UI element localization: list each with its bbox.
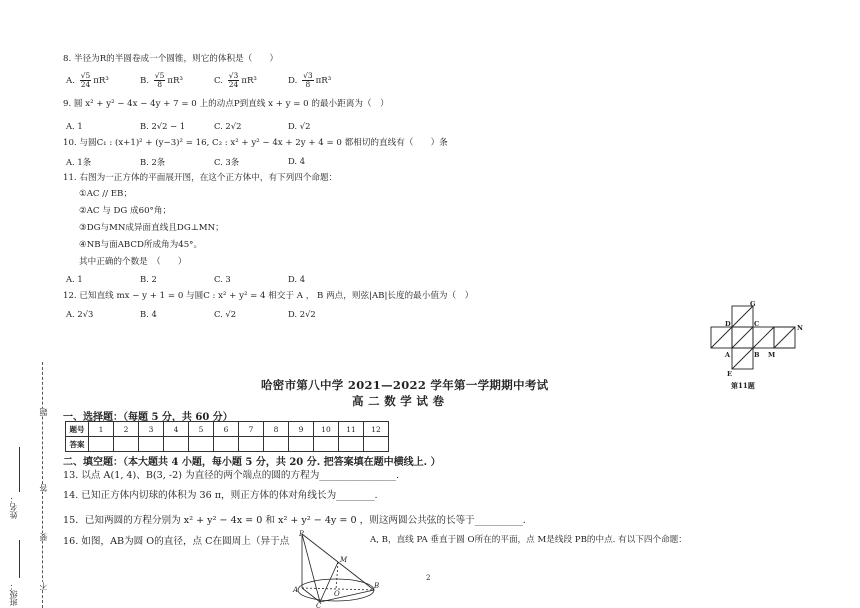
answer-cell[interactable] bbox=[164, 437, 189, 452]
q11-prop-2: ②AC 与 DG 成60°角； bbox=[79, 206, 172, 216]
fig16-label-b: B bbox=[374, 582, 380, 590]
name-field[interactable] bbox=[19, 447, 20, 492]
q8-option-a: A. $\frac{√5}{24}$ πR³ bbox=[66, 71, 109, 89]
answer-table-number: 12 bbox=[364, 422, 389, 437]
answer-cell[interactable] bbox=[339, 437, 364, 452]
net-label-a: A bbox=[725, 351, 731, 359]
net-label-n: N bbox=[797, 324, 803, 332]
fig16-label-p: P bbox=[299, 530, 304, 538]
net-label-d: D bbox=[725, 320, 731, 328]
q11-option-c: C. 3 bbox=[214, 274, 231, 284]
exam-subtitle: 高 二 数 学 试 卷 bbox=[352, 394, 445, 408]
net-caption: 第11题 bbox=[731, 381, 755, 390]
q12-option-a: A. 2√3 bbox=[66, 309, 94, 319]
answer-table-number: 9 bbox=[289, 422, 314, 437]
answer-cell[interactable] bbox=[314, 437, 339, 452]
q9-stem: 9. 圆 x² + y² − 4x − 4y + 7 = 0 上的动点P到直线 x + y = 0 的最小距离为（ ） bbox=[63, 99, 389, 109]
q11-prop-4: ④NB与面ABCD所成角为45°。 bbox=[79, 240, 203, 250]
answer-cell[interactable] bbox=[114, 437, 139, 452]
class-field[interactable] bbox=[19, 540, 20, 578]
q10-option-b: B. 2条 bbox=[140, 157, 166, 167]
answer-cell[interactable] bbox=[214, 437, 239, 452]
q9-option-c: C. 2√2 bbox=[214, 121, 242, 131]
q12-option-c: C. √2 bbox=[214, 309, 237, 319]
q8-option-c: C. $\frac{√3}{24}$ πR³ bbox=[214, 71, 257, 89]
exam-title: 哈密市第八中学 2021—2022 学年第一学期期中考试 bbox=[261, 378, 549, 392]
q8-option-b: B. $\frac{√5}{8}$ πR³ bbox=[140, 71, 183, 89]
answer-table-number: 10 bbox=[314, 422, 339, 437]
q10-option-c: C. 3条 bbox=[214, 157, 240, 167]
answer-table-answer-label: 答案 bbox=[66, 437, 89, 452]
q11-stem: 11. 右图为一正方体的平面展开图，在这个正方体中，有下列四个命题： bbox=[63, 173, 338, 183]
q16-text-part1: 16. 如图，AB为圆 O的直径，点 C在圆周上（异于点 bbox=[63, 536, 290, 547]
q12-option-d: D. 2√2 bbox=[288, 309, 316, 319]
q11-option-d: D. 4 bbox=[288, 274, 306, 284]
answer-table-number: 11 bbox=[339, 422, 364, 437]
answer-cell[interactable] bbox=[289, 437, 314, 452]
q16-figure bbox=[290, 530, 380, 608]
cube-net-figure bbox=[705, 300, 805, 395]
name-label: 姓名： bbox=[9, 495, 18, 519]
q10-option-a: A. 1条 bbox=[66, 157, 92, 167]
answer-table bbox=[65, 421, 389, 452]
fig16-label-c: C bbox=[316, 602, 322, 608]
net-label-m: M bbox=[768, 351, 776, 359]
q11-option-b: B. 2 bbox=[140, 274, 157, 284]
answer-cell[interactable] bbox=[139, 437, 164, 452]
margin-char-yao: 要 bbox=[39, 533, 48, 541]
q8-stem: 8. 半径为R的半圆卷成一个圆锥，则它的体积是（ ） bbox=[63, 54, 279, 64]
q16-text-part2: A, B，直线 PA 垂直于圆 O所在的平面，点 M是线段 PB的中点. 有以下四个命题： bbox=[370, 535, 687, 545]
answer-cell[interactable] bbox=[364, 437, 389, 452]
answer-cell[interactable] bbox=[239, 437, 264, 452]
fig16-label-m: M bbox=[340, 556, 348, 564]
section1-heading: 一、选择题：（每题 5 分，共 60 分） bbox=[63, 412, 233, 423]
answer-table-number-row bbox=[66, 422, 389, 437]
margin-char-bu: 不 bbox=[39, 582, 48, 590]
q11-prop-3: ③DG与MN成异面直线且DG⊥MN； bbox=[79, 223, 224, 233]
q11-option-a: A. 1 bbox=[66, 274, 83, 284]
answer-table-number: 3 bbox=[139, 422, 164, 437]
fig16-label-a: A bbox=[293, 586, 299, 594]
net-label-c: C bbox=[754, 320, 760, 328]
q8-option-d: D. $\frac{√3}{8}$ πR³ bbox=[288, 71, 332, 89]
answer-table-number: 6 bbox=[214, 422, 239, 437]
net-label-e: E bbox=[727, 370, 732, 378]
q10-stem: 10. 与圆C₁ : (x+1)² + (y−3)² = 16, C₂ : x² + y² − 4x + 2y + 4 = 0 都相切的直线有（ ）条 bbox=[63, 138, 448, 148]
answer-table-number: 8 bbox=[264, 422, 289, 437]
q14-text: 14. 已知正方体内切球的体积为 36 π，则正方体的体对角线长为________. bbox=[63, 490, 378, 501]
q12-option-b: B. 4 bbox=[140, 309, 157, 319]
q9-option-b: B. 2√2 − 1 bbox=[140, 121, 186, 131]
page-number: 2 bbox=[426, 574, 431, 582]
q9-option-a: A. 1 bbox=[66, 121, 83, 131]
fig16-label-o: O bbox=[334, 590, 340, 598]
answer-table-answer-row bbox=[66, 437, 389, 452]
answer-table-number: 2 bbox=[114, 422, 139, 437]
q12-stem: 12. 已知直线 mx − y + 1 = 0 与圆C : x² + y² = 4 相交于 A ， B 两点，则弦|AB|长度的最小值为（ ） bbox=[63, 291, 474, 301]
q9-option-d: D. √2 bbox=[288, 121, 311, 131]
class-label: 班级： bbox=[9, 582, 18, 606]
answer-table-number-label: 题号 bbox=[66, 422, 89, 437]
net-label-g: G bbox=[750, 300, 756, 308]
q13-text: 13. 以点 A(1, 4)、B(3, -2) 为直径的两个端点的圆的方程为________________. bbox=[63, 470, 400, 481]
answer-table-number: 4 bbox=[164, 422, 189, 437]
answer-table-number: 5 bbox=[189, 422, 214, 437]
net-label-b: B bbox=[754, 351, 760, 359]
q11-prop-1: ①AC // EB； bbox=[79, 189, 132, 199]
answer-cell[interactable] bbox=[264, 437, 289, 452]
margin-char-ti: 题 bbox=[39, 408, 48, 416]
margin-char-da: 答 bbox=[39, 484, 48, 492]
answer-table-number: 7 bbox=[239, 422, 264, 437]
answer-cell[interactable] bbox=[189, 437, 214, 452]
q15-text: 15．已知两圆的方程分别为 x² + y² − 4x = 0 和 x² + y² − 4y = 0 ，则这两圆公共弦的长等于__________. bbox=[63, 515, 526, 526]
q10-option-d: D. 4 bbox=[288, 156, 306, 166]
answer-table-number: 1 bbox=[89, 422, 114, 437]
q11-ask: 其中正确的个数是 （ ） bbox=[79, 257, 187, 267]
section2-heading: 二、填空题：（本大题共 4 小题，每小题 5 分，共 20 分. 把答案填在题中横线上. ） bbox=[63, 457, 441, 468]
answer-cell[interactable] bbox=[89, 437, 114, 452]
